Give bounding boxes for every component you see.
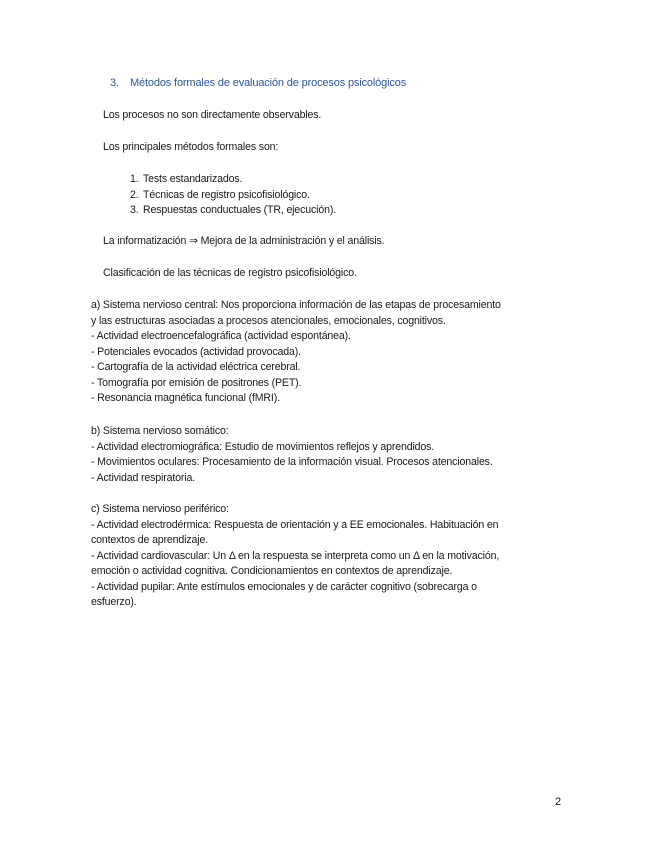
list-item: - Movimientos oculares: Procesamiento de la información visual. Procesos atencionales. bbox=[91, 456, 493, 468]
list-item: emoción o actividad cognitiva. Condicionamientos en contextos de aprendizaje. bbox=[91, 565, 453, 577]
list-item: 1. Tests estandarizados. bbox=[130, 173, 243, 185]
list-item: - Cartografía de la actividad eléctrica cerebral. bbox=[91, 361, 301, 373]
paragraph-processes: Los procesos no son directamente observables. bbox=[103, 109, 322, 121]
section-c-title: c) Sistema nervioso periférico: bbox=[91, 503, 229, 515]
section-a-intro-line: a) Sistema nervioso central: Nos proporciona información de las etapas de procesamiento bbox=[91, 299, 501, 311]
paragraph-methods-intro: Los principales métodos formales son: bbox=[103, 141, 279, 153]
list-item: - Actividad electromiográfica: Estudio de movimientos reflejos y aprendidos. bbox=[91, 440, 435, 453]
list-item: - Resonancia magnética funcional (fMRI). bbox=[91, 392, 280, 404]
heading-number: 3. bbox=[110, 77, 119, 89]
page-number: 2 bbox=[555, 796, 561, 808]
section-somatic-nervous-system bbox=[91, 424, 493, 486]
section-c-list bbox=[91, 518, 499, 611]
list-item: contextos de aprendizaje. bbox=[91, 534, 208, 546]
section-b-list bbox=[91, 440, 493, 487]
list-item: - Actividad respiratoria. bbox=[91, 471, 195, 484]
section-central-nervous-system bbox=[91, 298, 501, 407]
list-item: - Actividad pupilar: Ante estímulos emocionales y de carácter cognitivo (sobrecarga o bbox=[91, 580, 477, 593]
list-item: - Potenciales evocados (actividad provocada). bbox=[91, 345, 301, 358]
section-b-title: b) Sistema nervioso somático: bbox=[91, 425, 229, 437]
list-item: 3. Respuestas conductuales (TR, ejecución). bbox=[130, 204, 337, 216]
section-peripheral-nervous-system bbox=[91, 502, 499, 611]
section-heading bbox=[110, 77, 406, 89]
section-a-list bbox=[91, 329, 501, 407]
list-item: 2. Técnicas de registro psicofisiológico. bbox=[130, 188, 310, 201]
list-item: - Tomografía por emisión de positrones (PET). bbox=[91, 376, 302, 389]
list-item: - Actividad electroencefalográfica (actividad espontánea). bbox=[91, 330, 351, 342]
list-item: - Actividad cardiovascular: Un Δ en la respuesta se interpreta como un Δ en la motivación, bbox=[91, 549, 500, 562]
list-item: esfuerzo). bbox=[91, 596, 137, 608]
paragraph-classification: Clasificación de las técnicas de registro psicofisiológico. bbox=[103, 267, 357, 279]
methods-list bbox=[130, 172, 336, 219]
section-a-intro-line: y las estructuras asociadas a procesos atencionales, emocionales, cognitivos. bbox=[91, 314, 446, 327]
heading-title: Métodos formales de evaluación de procesos psicológicos bbox=[130, 77, 407, 89]
paragraph-informatization: La informatización ⇒ Mejora de la administración y el análisis. bbox=[103, 235, 385, 247]
list-item: - Actividad electrodérmica: Respuesta de orientación y a EE emocionales. Habituación en bbox=[91, 518, 499, 531]
